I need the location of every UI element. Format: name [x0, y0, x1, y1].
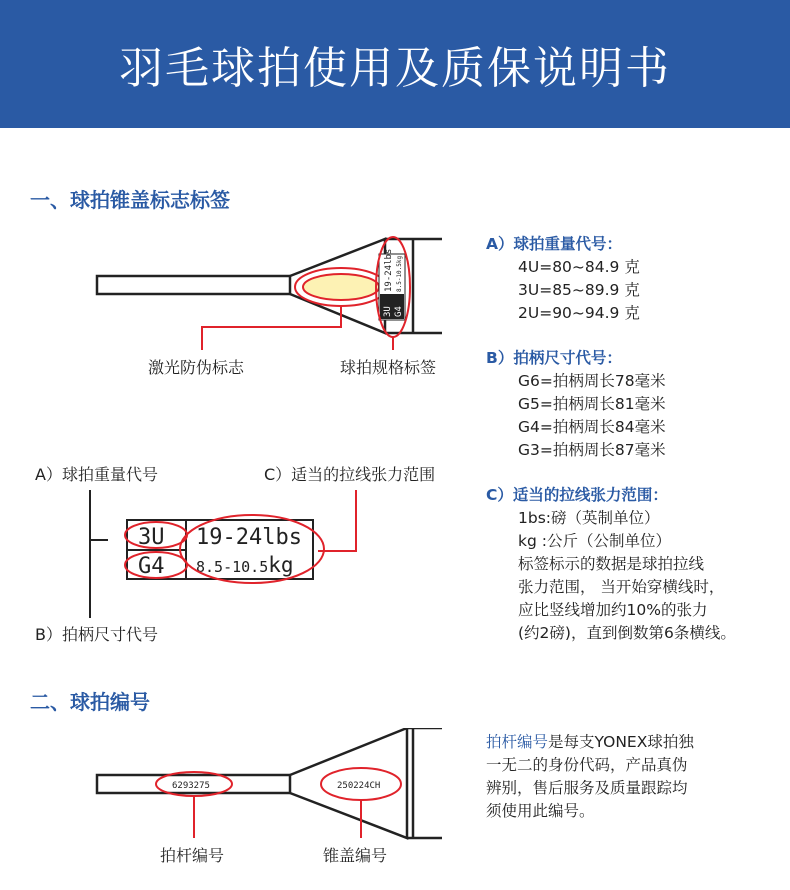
laser-leader-line: [202, 306, 341, 350]
info-b-heading: B）拍柄尺寸代号：: [486, 349, 622, 367]
serial-desc-line: 一无二的身份代码，产品真伪: [486, 756, 688, 774]
laser-hologram: [303, 274, 379, 300]
info-a-heading: A）球拍重量代号：: [486, 235, 622, 253]
serial-desc-line: 须使用此编号。: [486, 802, 595, 820]
spec-sticker-grip: G4: [394, 306, 404, 317]
detail-tension-lbs: 19-24lbs: [196, 525, 302, 550]
spec-label: 球拍规格标签: [340, 358, 437, 377]
detail-weight-code: 3U: [138, 525, 165, 550]
tension-leader-line: [318, 490, 356, 551]
shaft-serial-number: 6293275: [172, 781, 210, 791]
section1-heading: 一、球拍锥盖标志标签: [30, 188, 230, 212]
shaft-serial-label: 拍杆编号: [160, 846, 225, 865]
info-b-item: G5=拍柄周长81毫米: [518, 395, 666, 413]
caption-a-weight: A）球拍重量代号: [35, 465, 158, 484]
info-c-item: 标签标示的数据是球拍拉线: [518, 555, 705, 573]
caption-a-connector: [90, 490, 108, 540]
info-b-item: G3=拍柄周长87毫米: [518, 441, 666, 459]
racket-shaft: [97, 276, 290, 294]
caption-c-tension: C）适当的拉线张力范围: [264, 465, 436, 484]
detail-grip-code: G4: [138, 554, 165, 579]
spec-sticker-lbs: 19-24lbs: [384, 248, 394, 292]
serial-desc-highlight: 拍杆编号: [486, 733, 549, 751]
detail-tension-kg-unit: kg: [268, 553, 294, 577]
info-c-item: (约2磅)，直到倒数第6条横线。: [518, 624, 736, 642]
spec-sticker-weight: 3U: [383, 306, 393, 317]
serial-description: [486, 731, 694, 823]
page-title: 羽毛球拍使用及质保说明书: [119, 43, 671, 94]
info-b-item: G6=拍柄周长78毫米: [518, 372, 666, 390]
section2-heading: 二、球拍编号: [30, 690, 150, 714]
info-a-item: 2U=90~94.9 克: [518, 304, 640, 322]
detail-tension-kg-number: 8.5-10.5: [196, 558, 269, 576]
info-c-heading: C）适当的拉线张力范围：: [486, 486, 668, 504]
spec-label-detail: [0, 470, 470, 630]
info-b-item: G4=拍柄周长84毫米: [518, 418, 666, 436]
serial-desc-first-line: 是每支YONEX球拍独: [548, 733, 694, 751]
spec-info-column: [486, 233, 736, 645]
info-c-item: kg :公斤（公制单位）: [518, 532, 671, 550]
cone-serial-label: 锥盖编号: [323, 846, 388, 865]
info-c-item: 1bs:磅（英制单位）: [518, 509, 660, 527]
title-banner: [0, 0, 790, 128]
caption-b-grip: B）拍柄尺寸代号: [35, 625, 158, 644]
laser-label: 激光防伪标志: [148, 358, 245, 377]
info-a-item: 3U=85~89.9 克: [518, 281, 640, 299]
cone-serial-number: 250224CH: [337, 781, 381, 791]
spec-sticker-kg: 8.5-10.5kg: [396, 255, 403, 292]
serial-desc-line: 辨别，售后服务及质量跟踪均: [486, 779, 688, 797]
racket-serial-diagram: [0, 728, 470, 848]
detail-tension-kg: [196, 553, 294, 577]
info-a-item: 4U=80~84.9 克: [518, 258, 640, 276]
info-c-item: 张力范围， 当开始穿横线时，: [518, 578, 725, 596]
info-c-item: 应比竖线增加约10%的张力: [518, 601, 708, 619]
